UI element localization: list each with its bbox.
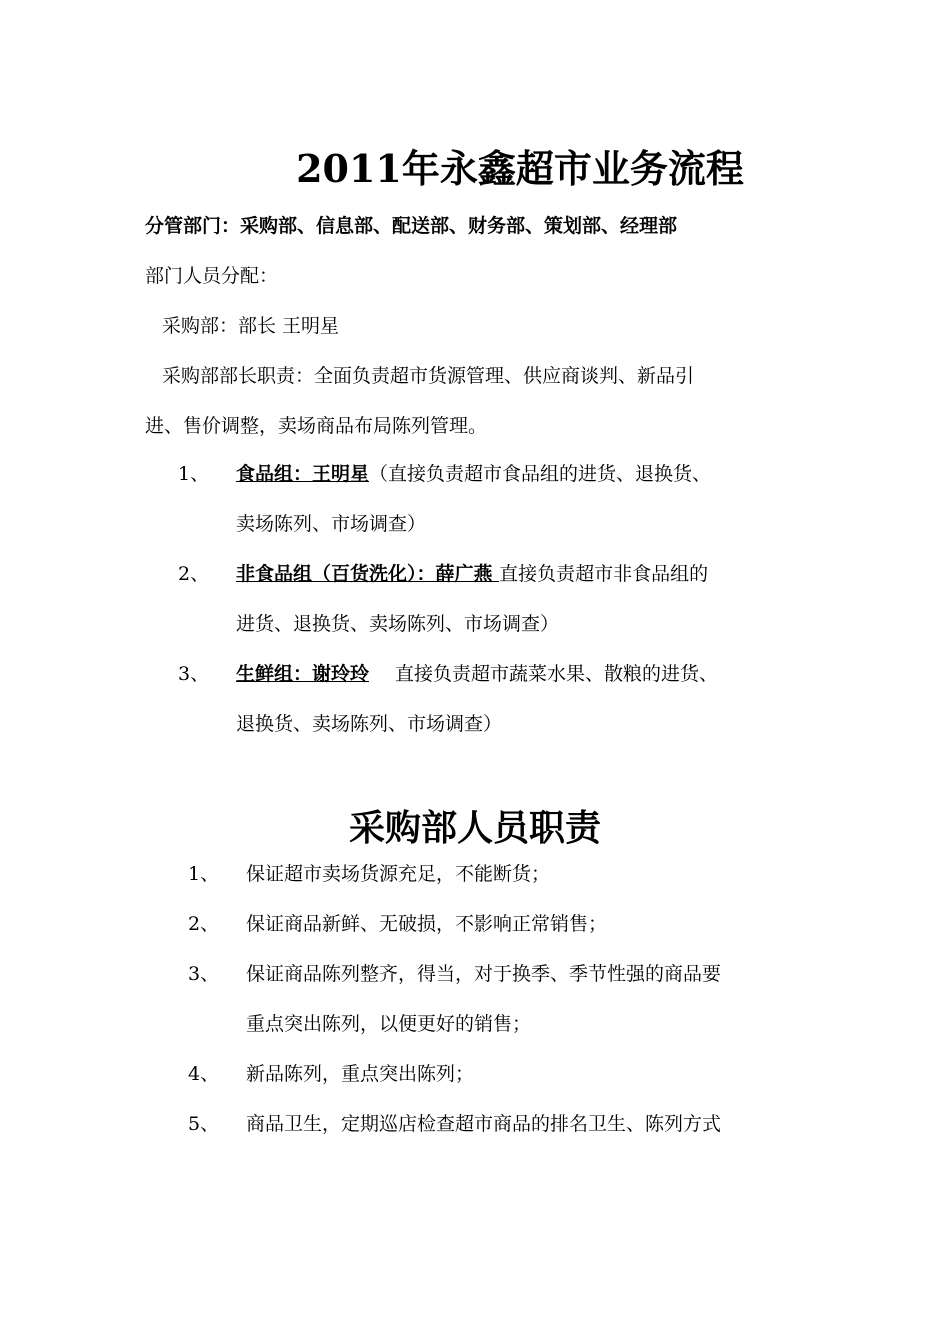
group-desc-cont: 卖场陈列、市场调查） [236,513,427,535]
group-name: 生鲜组：谢玲玲 [236,663,370,685]
group-desc: 直接负责超市蔬菜水果、散粮的进货、 [395,663,719,685]
group-item [236,562,708,586]
group-desc: 直接负责超市非食品组的 [499,563,709,585]
group-desc: （直接负责超市食品组的进货、退换货、 [369,463,712,485]
purchasing-head: 采购部：部长 王明星 [162,315,340,337]
duty-line-1: 采购部部长职责：全面负责超市货源管理、供应商谈判、新品引 [162,365,695,387]
group-desc-cont: 进货、退换货、卖场陈列、市场调查） [236,613,560,635]
group-number: 1、 [178,463,210,485]
duty-item: 新品陈列，重点突出陈列； [246,1063,475,1085]
departments-line: 分管部门：采购部、信息部、配送部、财务部、策划部、经理部 [145,215,678,237]
duty-number: 1、 [188,863,220,885]
group-name: 食品组：王明星 [236,463,370,485]
section-title: 采购部人员职责 [348,807,601,849]
group-name: 非食品组（百货洗化）：薛广燕 [236,563,500,585]
group-number: 3、 [178,663,210,685]
duty-number: 3、 [188,963,220,985]
staff-label: 部门人员分配： [145,265,279,287]
duty-number: 2、 [188,913,220,935]
group-number: 2、 [178,563,210,585]
duty-number: 4、 [188,1063,220,1085]
group-item [236,462,711,486]
duty-line-2: 进、售价调整，卖场商品布局陈列管理。 [145,415,488,437]
duty-item: 保证商品陈列整齐，得当，对于换季、季节性强的商品要 [246,963,722,985]
duty-item-cont: 重点突出陈列，以便更好的销售； [246,1013,532,1035]
duty-item: 保证超市卖场货源充足，不能断货； [246,863,551,885]
document-title: 2011年永鑫超市业务流程 [296,146,744,191]
group-item [236,662,718,686]
duty-number: 5、 [188,1113,220,1135]
duty-item: 保证商品新鲜、无破损，不影响正常销售； [246,913,608,935]
duty-item: 商品卫生，定期巡店检查超市商品的排名卫生、陈列方式 [246,1113,722,1135]
group-desc-cont: 退换货、卖场陈列、市场调查） [236,713,503,735]
